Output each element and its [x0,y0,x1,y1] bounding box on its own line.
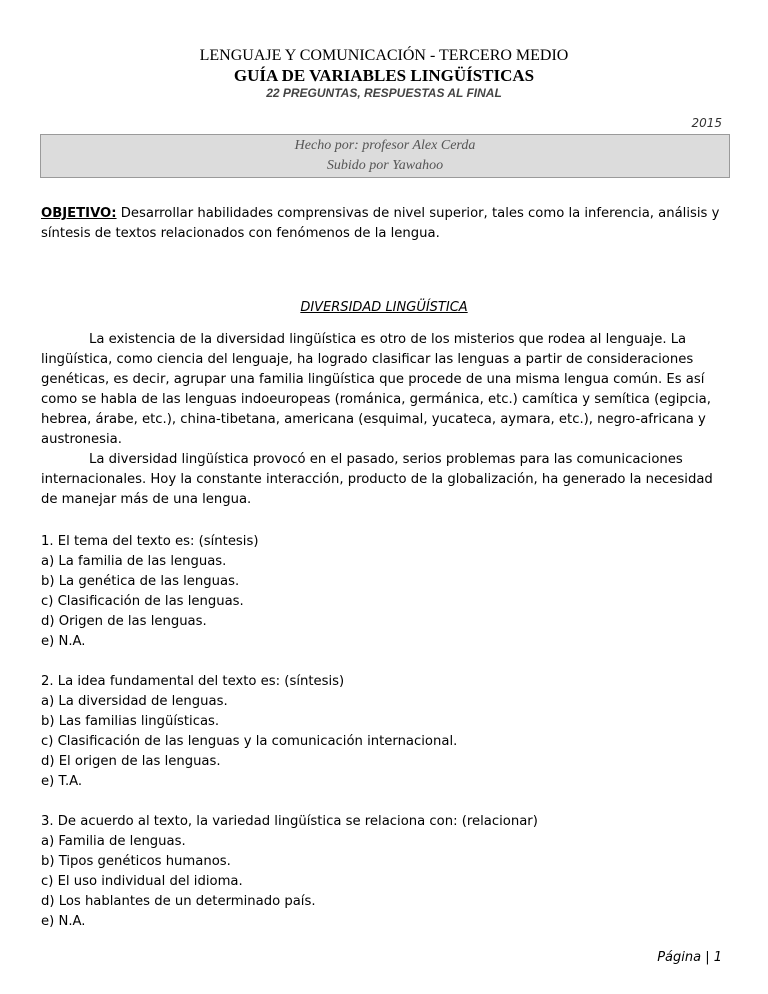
answer-option: a) La diversidad de lenguas. [41,694,228,709]
question-stem: 3. De acuerdo al texto, la variedad lingüística se relaciona con: (relacionar) [41,814,538,829]
answer-option: d) El origen de las lenguas. [41,754,221,769]
answer-option: d) Origen de las lenguas. [41,614,207,629]
paragraph: La diversidad lingüística provocó en el pasado, serios problemas para las comunicaciones internacionales. Hoy la constante interacción, producto de la globalización, ha generado la necesidad de manejar más de una lengua. [41,452,713,507]
questions-list [41,532,731,952]
author-uploaded-by: Subido por Yawahoo [326,158,444,173]
objective-paragraph [41,204,731,244]
answer-option: e) N.A. [41,914,86,929]
answer-option: b) La genética de las lenguas. [41,574,240,589]
section-title: DIVERSIDAD LINGÜÍSTICA [300,300,468,315]
question-1 [41,532,731,652]
year-label: 2015 [691,116,722,130]
answer-option: c) Clasificación de las lenguas y la comunicación internacional. [41,734,458,749]
header-guide-title: GUÍA DE VARIABLES LINGÜÍSTICAS [233,66,535,85]
answer-option: b) Tipos genéticos humanos. [41,854,231,869]
question-stem: 2. La idea fundamental del texto es: (síntesis) [41,674,345,689]
header-subtitle: 22 PREGUNTAS, RESPUESTAS AL FINAL [266,86,502,100]
author-box [40,134,730,178]
answer-option: c) Clasificación de las lenguas. [41,594,244,609]
reading-text [41,330,731,510]
answer-option: a) Familia de lenguas. [41,834,186,849]
question-3 [41,812,731,932]
header-course-title: LENGUAJE Y COMUNICACIÓN - TERCERO MEDIO [199,47,569,64]
answer-option: e) T.A. [41,774,83,789]
answer-option: d) Los hablantes de un determinado país. [41,894,316,909]
objective-text: Desarrollar habilidades comprensivas de nivel superior, tales como la inferencia, análisis y síntesis de textos relacionados con fenómenos de la lengua. [41,206,720,241]
page-number: Página | 1 [657,950,722,965]
question-2 [41,672,731,792]
answer-option: e) N.A. [41,634,86,649]
answer-option: a) La familia de las lenguas. [41,554,227,569]
question-stem: 1. El tema del texto es: (síntesis) [41,534,259,549]
answer-option: b) Las familias lingüísticas. [41,714,220,729]
paragraph: La existencia de la diversidad lingüística es otro de los misterios que rodea al lenguaje. La lingüística, como ciencia del lenguaje, ha logrado clasificar las lenguas a partir de consideraciones genéticas, es decir, agrupar una familia lingüística que procede de una misma lengua común. Es así como se habla de las lenguas indoeuropeas (románica, germánica, etc.) camítica y semítica (egipcia, hebrea, árabe, etc.), china-tibetana, americana (esquimal, yucateca, aymara, etc.), negro-africana y austronesia. [41,332,711,447]
answer-option: c) El uso individual del idioma. [41,874,243,889]
author-made-by: Hecho por: profesor Alex Cerda [294,138,476,153]
objective-label: OBJETIVO: [41,206,117,221]
